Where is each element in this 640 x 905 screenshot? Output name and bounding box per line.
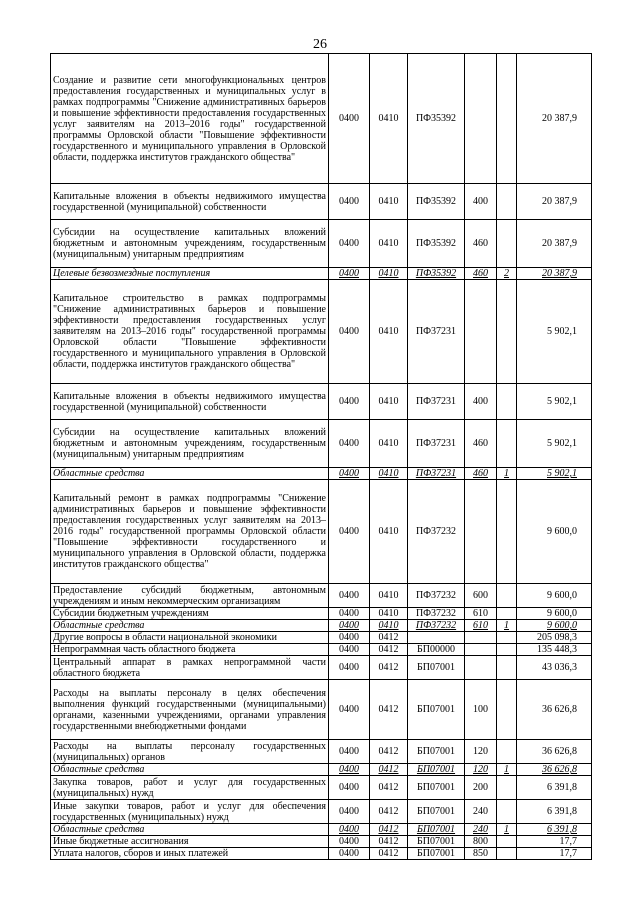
row-section-code: 0400 <box>329 656 370 680</box>
row-source-code: 1 <box>497 824 517 836</box>
row-description: Центральный аппарат в рамках непрограммной части областного бюджета <box>51 656 329 680</box>
row-target-article: БП07001 <box>408 848 465 860</box>
row-subsection-code: 0412 <box>370 800 408 824</box>
table-row <box>51 632 592 644</box>
row-amount: 36 626,8 <box>517 680 592 740</box>
row-section-code: 0400 <box>329 384 370 420</box>
row-amount: 5 902,1 <box>517 420 592 468</box>
table-row <box>51 468 592 480</box>
row-amount: 6 391,8 <box>517 776 592 800</box>
row-subsection-code: 0410 <box>370 608 408 620</box>
row-amount: 9 600,0 <box>517 620 592 632</box>
row-source-code <box>497 420 517 468</box>
row-description: Целевые безвозмездные поступления <box>51 268 329 280</box>
row-section-code: 0400 <box>329 584 370 608</box>
row-amount: 20 387,9 <box>517 184 592 220</box>
row-description: Областные средства <box>51 764 329 776</box>
table-row <box>51 54 592 184</box>
row-amount: 5 902,1 <box>517 468 592 480</box>
row-description: Областные средства <box>51 824 329 836</box>
row-amount: 5 902,1 <box>517 280 592 384</box>
budget-table-body <box>51 54 592 860</box>
row-section-code: 0400 <box>329 620 370 632</box>
row-section-code: 0400 <box>329 420 370 468</box>
row-expense-type <box>465 54 497 184</box>
row-section-code: 0400 <box>329 608 370 620</box>
row-subsection-code: 0412 <box>370 824 408 836</box>
row-expense-type: 460 <box>465 468 497 480</box>
row-section-code: 0400 <box>329 220 370 268</box>
row-source-code <box>497 836 517 848</box>
table-row <box>51 740 592 764</box>
row-description: Субсидии на осуществление капитальных вложений бюджетным и автономным учреждениям, государственным (муниципальным) унитарным предприятиям <box>51 420 329 468</box>
row-subsection-code: 0410 <box>370 620 408 632</box>
row-source-code <box>497 776 517 800</box>
row-target-article: БП07001 <box>408 740 465 764</box>
row-section-code: 0400 <box>329 740 370 764</box>
row-subsection-code: 0410 <box>370 280 408 384</box>
table-row <box>51 836 592 848</box>
row-source-code: 1 <box>497 764 517 776</box>
row-amount: 43 036,3 <box>517 656 592 680</box>
row-description: Предоставление субсидий бюджетным, автономным учреждениям и иным некоммерческим организациям <box>51 584 329 608</box>
row-target-article: БП07001 <box>408 680 465 740</box>
row-subsection-code: 0412 <box>370 632 408 644</box>
row-source-code <box>497 740 517 764</box>
row-amount: 6 391,8 <box>517 800 592 824</box>
row-source-code <box>497 480 517 584</box>
row-subsection-code: 0410 <box>370 54 408 184</box>
row-description: Капитальное строительство в рамках подпрограммы "Снижение административных барьеров и повышение эффективности предоставления государственных услуг заявителям на 2013–2016 годы" государственной программы Орловской области "Повышение эффективности государственного и муниципального управления в Орловской области, поддержка институтов гражданского общества" <box>51 280 329 384</box>
row-expense-type: 240 <box>465 824 497 836</box>
row-expense-type: 120 <box>465 764 497 776</box>
row-source-code <box>497 632 517 644</box>
table-row <box>51 184 592 220</box>
row-description: Создание и развитие сети многофункциональных центров предоставления государственных и муниципальных услуг в рамках подпрограммы "Снижение административных барьеров и повышение эффективности предоставления государственных услуг заявителям на 2013–2016 годы" государственной программы Орловской области "Повышение эффективности государственного и муниципального управления в Орловской области, поддержка институтов гражданского общества" <box>51 54 329 184</box>
row-amount: 36 626,8 <box>517 740 592 764</box>
row-subsection-code: 0412 <box>370 764 408 776</box>
row-section-code: 0400 <box>329 54 370 184</box>
row-amount: 205 098,3 <box>517 632 592 644</box>
row-source-code <box>497 54 517 184</box>
row-section-code: 0400 <box>329 468 370 480</box>
row-amount: 6 391,8 <box>517 824 592 836</box>
row-expense-type: 800 <box>465 836 497 848</box>
row-target-article: ПФ37231 <box>408 468 465 480</box>
row-expense-type <box>465 644 497 656</box>
row-description: Капитальный ремонт в рамках подпрограммы "Снижение административных барьеров и повышение эффективности предоставления государственных услуг заявителям на 2013–2016 годы" государственной программы Орловской области "Повышение эффективности государственного и муниципального управления в Орловской области, поддержка институтов гражданского общества" <box>51 480 329 584</box>
row-description: Областные средства <box>51 620 329 632</box>
row-subsection-code: 0410 <box>370 384 408 420</box>
row-description: Иные бюджетные ассигнования <box>51 836 329 848</box>
table-row <box>51 268 592 280</box>
row-target-article: ПФ37231 <box>408 420 465 468</box>
row-description: Другие вопросы в области национальной экономики <box>51 632 329 644</box>
row-expense-type: 400 <box>465 184 497 220</box>
row-source-code: 2 <box>497 268 517 280</box>
row-target-article: БП00000 <box>408 644 465 656</box>
row-subsection-code: 0410 <box>370 420 408 468</box>
table-row <box>51 764 592 776</box>
row-subsection-code: 0412 <box>370 836 408 848</box>
row-expense-type: 400 <box>465 384 497 420</box>
row-subsection-code: 0410 <box>370 468 408 480</box>
row-section-code: 0400 <box>329 776 370 800</box>
row-target-article: ПФ37232 <box>408 480 465 584</box>
row-source-code <box>497 656 517 680</box>
table-row <box>51 620 592 632</box>
table-row <box>51 480 592 584</box>
table-row <box>51 280 592 384</box>
row-section-code: 0400 <box>329 800 370 824</box>
row-amount: 9 600,0 <box>517 480 592 584</box>
row-amount: 135 448,3 <box>517 644 592 656</box>
row-subsection-code: 0412 <box>370 680 408 740</box>
table-row <box>51 384 592 420</box>
row-target-article <box>408 632 465 644</box>
row-subsection-code: 0412 <box>370 848 408 860</box>
row-description: Областные средства <box>51 468 329 480</box>
row-subsection-code: 0410 <box>370 268 408 280</box>
row-expense-type: 460 <box>465 268 497 280</box>
row-expense-type: 100 <box>465 680 497 740</box>
row-expense-type: 610 <box>465 620 497 632</box>
row-description: Уплата налогов, сборов и иных платежей <box>51 848 329 860</box>
table-row <box>51 420 592 468</box>
table-row <box>51 644 592 656</box>
row-target-article: ПФ35392 <box>408 184 465 220</box>
row-source-code <box>497 280 517 384</box>
row-description: Субсидии на осуществление капитальных вложений бюджетным и автономным учреждениям, государственным (муниципальным) унитарным предприятиям <box>51 220 329 268</box>
budget-table <box>50 53 592 860</box>
row-target-article: БП07001 <box>408 764 465 776</box>
row-amount: 20 387,9 <box>517 268 592 280</box>
row-source-code <box>497 220 517 268</box>
row-expense-type: 460 <box>465 420 497 468</box>
row-subsection-code: 0412 <box>370 644 408 656</box>
row-description: Субсидии бюджетным учреждениям <box>51 608 329 620</box>
row-expense-type <box>465 656 497 680</box>
row-section-code: 0400 <box>329 632 370 644</box>
row-target-article: ПФ37232 <box>408 608 465 620</box>
row-target-article: ПФ35392 <box>408 54 465 184</box>
row-amount: 17,7 <box>517 848 592 860</box>
row-expense-type <box>465 280 497 384</box>
row-source-code <box>497 800 517 824</box>
row-subsection-code: 0410 <box>370 584 408 608</box>
row-target-article: ПФ35392 <box>408 268 465 280</box>
row-section-code: 0400 <box>329 824 370 836</box>
row-source-code: 1 <box>497 620 517 632</box>
row-section-code: 0400 <box>329 680 370 740</box>
row-amount: 20 387,9 <box>517 220 592 268</box>
table-row <box>51 220 592 268</box>
row-amount: 20 387,9 <box>517 54 592 184</box>
row-subsection-code: 0410 <box>370 480 408 584</box>
row-subsection-code: 0412 <box>370 776 408 800</box>
row-expense-type: 200 <box>465 776 497 800</box>
row-expense-type: 600 <box>465 584 497 608</box>
row-expense-type: 240 <box>465 800 497 824</box>
row-description: Иные закупки товаров, работ и услуг для обеспечения государственных (муниципальных) нужд <box>51 800 329 824</box>
row-expense-type: 850 <box>465 848 497 860</box>
row-target-article: БП07001 <box>408 800 465 824</box>
row-section-code: 0400 <box>329 280 370 384</box>
row-section-code: 0400 <box>329 764 370 776</box>
table-row <box>51 584 592 608</box>
row-target-article: ПФ35392 <box>408 220 465 268</box>
row-expense-type: 460 <box>465 220 497 268</box>
row-target-article: ПФ37232 <box>408 620 465 632</box>
row-source-code <box>497 184 517 220</box>
page-number: 26 <box>313 37 327 52</box>
row-amount: 9 600,0 <box>517 608 592 620</box>
table-row <box>51 776 592 800</box>
row-amount: 9 600,0 <box>517 584 592 608</box>
row-amount: 36 626,8 <box>517 764 592 776</box>
row-amount: 5 902,1 <box>517 384 592 420</box>
row-target-article: ПФ37232 <box>408 584 465 608</box>
row-target-article: ПФ37231 <box>408 384 465 420</box>
row-amount: 17,7 <box>517 836 592 848</box>
row-description: Расходы на выплаты персоналу государственных (муниципальных) органов <box>51 740 329 764</box>
row-source-code <box>497 384 517 420</box>
row-expense-type <box>465 632 497 644</box>
row-source-code: 1 <box>497 468 517 480</box>
table-row <box>51 656 592 680</box>
row-section-code: 0400 <box>329 644 370 656</box>
row-section-code: 0400 <box>329 184 370 220</box>
table-row <box>51 824 592 836</box>
row-target-article: БП07001 <box>408 656 465 680</box>
table-row <box>51 800 592 824</box>
row-subsection-code: 0412 <box>370 740 408 764</box>
row-description: Непрограммная часть областного бюджета <box>51 644 329 656</box>
row-section-code: 0400 <box>329 480 370 584</box>
row-source-code <box>497 584 517 608</box>
row-subsection-code: 0412 <box>370 656 408 680</box>
row-source-code <box>497 680 517 740</box>
row-section-code: 0400 <box>329 836 370 848</box>
row-expense-type <box>465 480 497 584</box>
row-target-article: ПФ37231 <box>408 280 465 384</box>
table-row <box>51 680 592 740</box>
row-target-article: БП07001 <box>408 824 465 836</box>
row-target-article: БП07001 <box>408 836 465 848</box>
row-description: Капитальные вложения в объекты недвижимого имущества государственной (муниципальной) собственности <box>51 184 329 220</box>
row-description: Расходы на выплаты персоналу в целях обеспечения выполнения функций государственными (муниципальными) органами, казенными учреждениями, органами управления государственными внебюджетными фондами <box>51 680 329 740</box>
row-description: Капитальные вложения в объекты недвижимого имущества государственной (муниципальной) собственности <box>51 384 329 420</box>
row-description: Закупка товаров, работ и услуг для государственных (муниципальных) нужд <box>51 776 329 800</box>
row-source-code <box>497 608 517 620</box>
row-target-article: БП07001 <box>408 776 465 800</box>
row-source-code <box>497 644 517 656</box>
row-section-code: 0400 <box>329 268 370 280</box>
table-row <box>51 848 592 860</box>
row-expense-type: 120 <box>465 740 497 764</box>
row-subsection-code: 0410 <box>370 220 408 268</box>
row-source-code <box>497 848 517 860</box>
table-row <box>51 608 592 620</box>
row-subsection-code: 0410 <box>370 184 408 220</box>
row-section-code: 0400 <box>329 848 370 860</box>
row-expense-type: 610 <box>465 608 497 620</box>
